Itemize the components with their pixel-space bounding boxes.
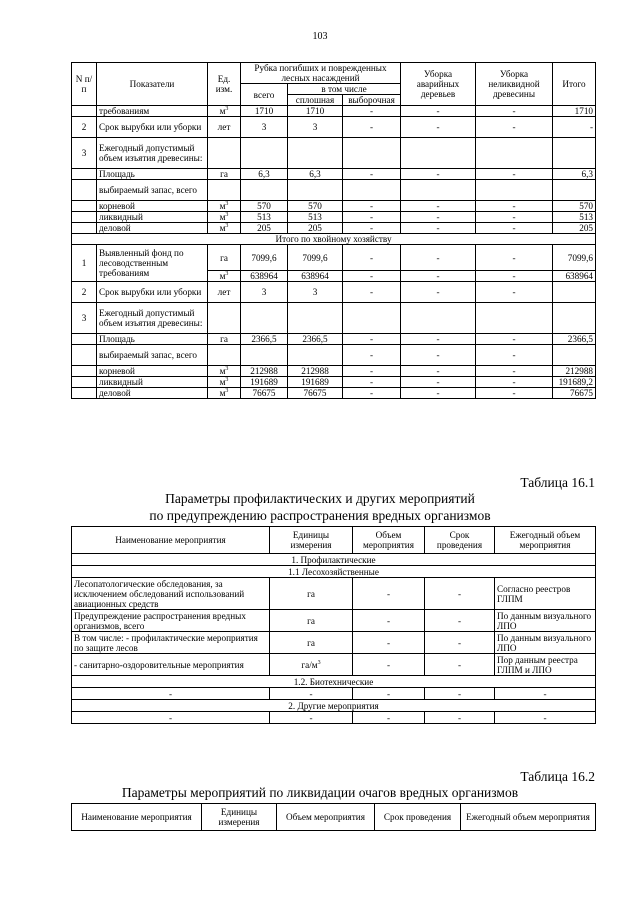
row-itogo: [553, 345, 596, 366]
row-term: -: [425, 610, 495, 632]
row-solid: 191689: [288, 377, 343, 388]
row-nonliquid: -: [476, 271, 553, 282]
row-indicator: корневой: [97, 201, 208, 212]
section-biotechnical: 1.2. Биотехнические: [72, 676, 596, 688]
row-num: [72, 180, 97, 201]
row-itogo: 513: [553, 212, 596, 223]
row-solid: 212988: [288, 366, 343, 377]
row-nonliquid: -: [476, 212, 553, 223]
row-indicator: выбираемый запас, всего: [97, 345, 208, 366]
row-unit: $м^3$: [208, 377, 241, 388]
row-nonliquid: -: [476, 117, 553, 138]
row-indicator: Срок вырубки или уборки: [97, 282, 208, 303]
row-itogo: 205: [553, 223, 596, 234]
row-emergency: -: [401, 366, 476, 377]
section-conifer-total: Итого по хвойному хозяйству: [72, 234, 596, 245]
row-nonliquid: [476, 180, 553, 201]
table-row: [72, 201, 596, 212]
table-row: [72, 212, 596, 223]
row-emergency: -: [401, 345, 476, 366]
row-total: 1710: [241, 106, 288, 117]
row-unit: [208, 303, 241, 334]
row-itogo: [553, 303, 596, 334]
row-solid: 205: [288, 223, 343, 234]
row-indicator: Ежегодный допустимый объем изъятия древесины:: [97, 303, 208, 334]
col-name-header: Наименование мероприятия: [72, 804, 202, 831]
row-num: 3: [72, 303, 97, 334]
row-selective: -: [343, 366, 401, 377]
row-num: [72, 201, 97, 212]
row-total: 570: [241, 201, 288, 212]
row-volume: -: [353, 632, 425, 654]
preventive-measures-table: [71, 526, 596, 724]
row-name: Лесопатологические обследования, за исключением обследований использований авиационных средств: [72, 578, 270, 610]
row-selective: -: [343, 106, 401, 117]
row-total: [241, 180, 288, 201]
row-selective: -: [343, 245, 401, 271]
row-term: -: [425, 632, 495, 654]
row-emergency: -: [401, 334, 476, 345]
col-emergency-header: Уборка аварийных деревьев: [401, 63, 476, 106]
row-itogo: 1710: [553, 106, 596, 117]
col-term-header: Срок проведения: [425, 527, 495, 554]
row-selective: [343, 303, 401, 334]
row-itogo: 570: [553, 201, 596, 212]
row-solid: 2366,5: [288, 334, 343, 345]
row-itogo: 76675: [553, 388, 596, 399]
row-nonliquid: -: [476, 334, 553, 345]
row-total: 3: [241, 282, 288, 303]
row-name: -: [72, 688, 270, 700]
row-indicator: ликвидный: [97, 212, 208, 223]
row-nonliquid: -: [476, 388, 553, 399]
row-emergency: -: [401, 282, 476, 303]
row-emergency: -: [401, 388, 476, 399]
table-row: [72, 377, 596, 388]
row-nonliquid: -: [476, 201, 553, 212]
row-total: 76675: [241, 388, 288, 399]
col-annual-header: Ежегодный объем мероприятия: [461, 804, 596, 831]
row-solid: 7099,6: [288, 245, 343, 271]
row-itogo: 191689,2: [553, 377, 596, 388]
row-selective: -: [343, 223, 401, 234]
row-unit: лет: [208, 282, 241, 303]
row-indicator: Ежегодный допустимый объем изъятия древесины:: [97, 138, 208, 169]
row-emergency: -: [401, 106, 476, 117]
row-nonliquid: -: [476, 106, 553, 117]
row-itogo: [553, 138, 596, 169]
table-row: [72, 334, 596, 345]
row-total: 7099,6: [241, 245, 288, 271]
row-annual: Пор данным реестра ГЛПМ и ЛПО: [495, 654, 596, 676]
table-16-1-title-line1: Параметры профилактических и других мероприятий: [165, 491, 475, 506]
col-total-header: всего: [241, 84, 288, 106]
row-indicator: Срок вырубки или уборки: [97, 117, 208, 138]
row-total: 6,3: [241, 169, 288, 180]
row-volume: -: [353, 688, 425, 700]
table-row: [72, 388, 596, 399]
row-name: Предупреждение распространения вредных организмов, всего: [72, 610, 270, 632]
row-num: 2: [72, 282, 97, 303]
col-volume-header: Объем мероприятия: [277, 804, 375, 831]
row-solid: [288, 138, 343, 169]
row-name: - санитарно-оздоровительные мероприятия: [72, 654, 270, 676]
row-emergency: -: [401, 169, 476, 180]
row-emergency: -: [401, 271, 476, 282]
row-itogo: 6,3: [553, 169, 596, 180]
row-total: [241, 303, 288, 334]
col-solid-header: сплошная: [288, 95, 343, 106]
row-annual: -: [495, 688, 596, 700]
row-nonliquid: [476, 138, 553, 169]
row-total: 191689: [241, 377, 288, 388]
col-itogo-header: Итого: [553, 63, 596, 106]
row-unit: [208, 138, 241, 169]
row-nonliquid: -: [476, 377, 553, 388]
table-row: [72, 654, 596, 676]
row-num: 2: [72, 117, 97, 138]
row-annual: По данным визуального ЛПО: [495, 610, 596, 632]
row-solid: 3: [288, 117, 343, 138]
col-annual-header: Ежегодный объем мероприятия: [495, 527, 596, 554]
row-solid: 638964: [288, 271, 343, 282]
row-indicator: Выявленный фонд по лесоводственным требованиям: [97, 245, 208, 282]
row-unit: -: [270, 688, 353, 700]
table-row: [72, 610, 596, 632]
row-term: -: [425, 654, 495, 676]
section-preventive: 1. Профилактические: [72, 554, 596, 566]
row-total: 212988: [241, 366, 288, 377]
row-indicator: выбираемый запас, всего: [97, 180, 208, 201]
table-16-2-label: Таблица 16.2: [520, 769, 595, 784]
section-forestry: 1.1 Лесохозяйственные: [72, 566, 596, 578]
row-indicator: корневой: [97, 366, 208, 377]
col-volume-header: Объем мероприятия: [353, 527, 425, 554]
table-16-1-title-line2: по предупреждению распространения вредных организмов: [149, 508, 491, 523]
table-row: [72, 632, 596, 654]
row-total: 2366,5: [241, 334, 288, 345]
table-row: [72, 223, 596, 234]
row-term: -: [425, 688, 495, 700]
row-volume: -: [353, 654, 425, 676]
row-annual: -: [495, 712, 596, 724]
row-nonliquid: -: [476, 345, 553, 366]
row-nonliquid: -: [476, 223, 553, 234]
col-term-header: Срок проведения: [375, 804, 461, 831]
row-itogo: [553, 282, 596, 303]
row-volume: -: [353, 610, 425, 632]
row-selective: -: [343, 117, 401, 138]
row-unit: га: [208, 334, 241, 345]
row-emergency: -: [401, 223, 476, 234]
row-selective: -: [343, 169, 401, 180]
table-row: [72, 180, 596, 201]
row-total: 205: [241, 223, 288, 234]
row-selective: -: [343, 201, 401, 212]
row-num: [72, 345, 97, 366]
row-total: 638964: [241, 271, 288, 282]
row-num: 1: [72, 245, 97, 282]
row-term: -: [425, 712, 495, 724]
col-selective-header: выборочная: [343, 95, 401, 106]
row-num: [72, 223, 97, 234]
row-nonliquid: -: [476, 366, 553, 377]
row-emergency: -: [401, 212, 476, 223]
section-other: 2. Другие мероприятия: [72, 700, 596, 712]
col-name-header: Наименование мероприятия: [72, 527, 270, 554]
row-total: 513: [241, 212, 288, 223]
table-row: [72, 366, 596, 377]
row-nonliquid: [476, 303, 553, 334]
row-total: [241, 138, 288, 169]
page-number: 103: [312, 31, 328, 42]
col-num-header: N п/п: [72, 63, 97, 106]
row-emergency: [401, 303, 476, 334]
col-unit-header: Ед. изм.: [208, 63, 241, 106]
row-itogo: 7099,6: [553, 245, 596, 271]
row-unit: $м^3$: [208, 212, 241, 223]
table-row: [72, 106, 596, 117]
row-nonliquid: -: [476, 282, 553, 303]
table-row: [72, 303, 596, 334]
row-num: [72, 106, 97, 117]
row-indicator: требованиям: [97, 106, 208, 117]
row-itogo: [553, 180, 596, 201]
table-16-2-title: Параметры мероприятий по ликвидации очагов вредных организмов: [121, 785, 519, 800]
col-including-header: в том числе: [288, 84, 401, 95]
row-emergency: -: [401, 201, 476, 212]
row-unit: [208, 345, 241, 366]
row-selective: -: [343, 271, 401, 282]
row-num: [72, 334, 97, 345]
row-num: [72, 377, 97, 388]
row-itogo: 212988: [553, 366, 596, 377]
row-indicator: деловой: [97, 223, 208, 234]
table-row: [72, 117, 596, 138]
row-unit: га: [208, 245, 241, 271]
row-selective: [343, 180, 401, 201]
row-solid: 513: [288, 212, 343, 223]
row-unit: $м^3$: [208, 106, 241, 117]
row-unit: га: [270, 632, 353, 654]
row-emergency: [401, 138, 476, 169]
row-annual: По данным визуального ЛПО: [495, 632, 596, 654]
row-indicator: Площадь: [97, 334, 208, 345]
row-unit: [208, 180, 241, 201]
row-solid: [288, 345, 343, 366]
row-annual: Согласно реестров ГЛПМ: [495, 578, 596, 610]
row-unit: га: [270, 610, 353, 632]
felling-parameters-table: [71, 62, 596, 399]
row-emergency: -: [401, 377, 476, 388]
row-num: [72, 388, 97, 399]
row-solid: 3: [288, 282, 343, 303]
row-unit: $м^3$: [208, 201, 241, 212]
row-unit: лет: [208, 117, 241, 138]
row-unit: $м^3$: [208, 271, 241, 282]
row-unit: $м^3$: [208, 366, 241, 377]
row-term: -: [425, 578, 495, 610]
row-solid: [288, 180, 343, 201]
row-selective: -: [343, 212, 401, 223]
col-unit-header: Единицы измерения: [270, 527, 353, 554]
row-unit: га: [270, 578, 353, 610]
row-selective: -: [343, 388, 401, 399]
row-total: [241, 345, 288, 366]
row-solid: 570: [288, 201, 343, 212]
row-emergency: -: [401, 245, 476, 271]
row-nonliquid: -: [476, 245, 553, 271]
table-16-1-label: Таблица 16.1: [520, 475, 595, 490]
table-row: [72, 578, 596, 610]
pest-foci-table: [71, 803, 596, 831]
row-selective: -: [343, 377, 401, 388]
row-name: В том числе: - профилактические мероприятия по защите лесов: [72, 632, 270, 654]
col-indicators-header: Показатели: [97, 63, 208, 106]
row-emergency: [401, 180, 476, 201]
row-total: 3: [241, 117, 288, 138]
row-unit: $м^3$: [208, 223, 241, 234]
row-itogo: -: [553, 117, 596, 138]
table-row: [72, 169, 596, 180]
row-indicator: деловой: [97, 388, 208, 399]
row-solid: 6,3: [288, 169, 343, 180]
row-volume: -: [353, 578, 425, 610]
row-num: [72, 366, 97, 377]
row-num: 3: [72, 138, 97, 169]
row-emergency: -: [401, 117, 476, 138]
row-itogo: 638964: [553, 271, 596, 282]
row-num: [72, 212, 97, 223]
table-row: [72, 282, 596, 303]
row-unit: га: [208, 169, 241, 180]
row-nonliquid: -: [476, 169, 553, 180]
table-row: [72, 345, 596, 366]
row-selective: [343, 138, 401, 169]
row-solid: 1710: [288, 106, 343, 117]
row-indicator: Площадь: [97, 169, 208, 180]
row-selective: -: [343, 334, 401, 345]
row-solid: [288, 303, 343, 334]
row-selective: -: [343, 345, 401, 366]
col-nonliquid-header: Уборка неликвидной древесины: [476, 63, 553, 106]
row-indicator: ликвидный: [97, 377, 208, 388]
row-unit: $га/м^3$: [270, 654, 353, 676]
col-unit-header: Единицы измерения: [202, 804, 277, 831]
table-row: [72, 138, 596, 169]
row-solid: 76675: [288, 388, 343, 399]
row-selective: -: [343, 282, 401, 303]
row-itogo: 2366,5: [553, 334, 596, 345]
row-name: -: [72, 712, 270, 724]
row-volume: -: [353, 712, 425, 724]
row-num: [72, 169, 97, 180]
row-unit: -: [270, 712, 353, 724]
row-unit: $м^3$: [208, 388, 241, 399]
col-felling-group-header: Рубка погибших и поврежденных лесных насаждений: [241, 63, 401, 84]
